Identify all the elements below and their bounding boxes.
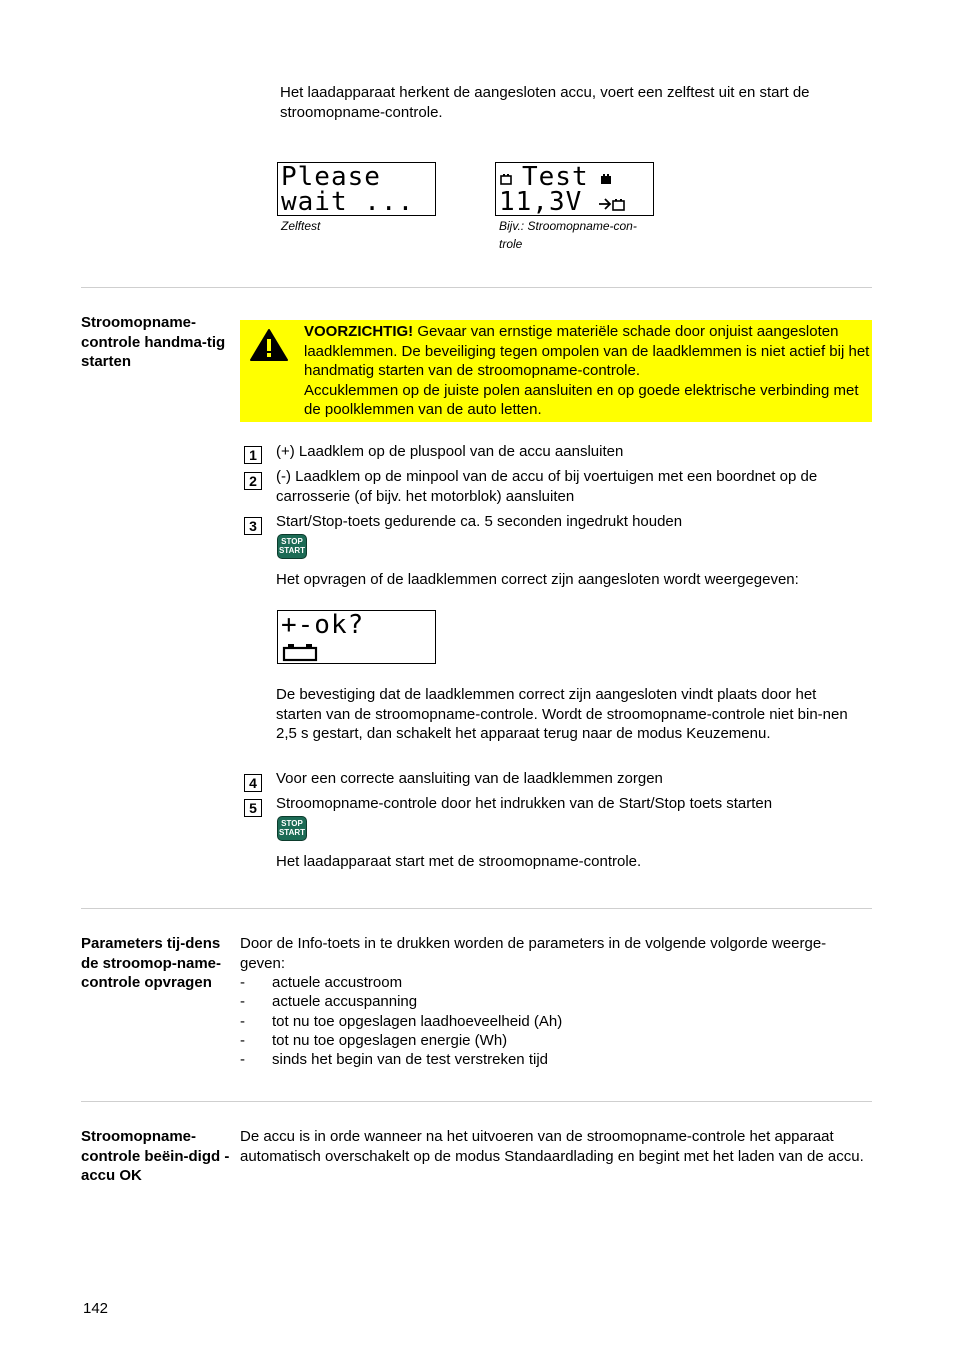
step-text: Stroomopname-controle door het indrukken van de Start/Stop toets starten <box>276 795 773 812</box>
step-number: 4 <box>244 774 262 792</box>
section-text: De accu is in orde wanneer na het uitvoeren van de stroomopname-controle het apparaat automatisch overschakelt op de modus Standaardlading en begint met het laden van de accu. <box>240 1128 864 1165</box>
lcd-line: Please <box>281 162 381 192</box>
start-stop-button-icon <box>277 534 307 559</box>
lcd-polarity <box>277 610 436 664</box>
lcd-line: 11,3V <box>499 187 583 217</box>
section-heading: Stroomopname-controle beëin-digd - accu OK <box>81 1128 230 1184</box>
warning-instruction: Accuklemmen op de juiste polen aansluiten en op goede elektrische verbinding met de poolklemmen van de auto letten. <box>304 381 859 418</box>
warning-triangle-icon <box>249 328 289 362</box>
confirm-text: De bevestiging dat de laadklemmen correct zijn aangesloten vindt plaats door het starten van de stroomopname-controle. Wordt de stroomopname-controle niet bin-nen 2,5 s gestart, dan schakelt het apparaat terug naar de modus Keuzemenu. <box>276 686 848 742</box>
divider <box>81 908 872 909</box>
start-label: START <box>278 546 306 555</box>
list-item-text: actuele accuspanning <box>272 993 418 1010</box>
lcd-line: wait ... <box>281 187 415 217</box>
step-number: 2 <box>244 472 262 490</box>
lcd-line: Test <box>522 162 589 192</box>
start-label: START <box>278 828 306 837</box>
lcd-line: +-ok? <box>281 610 365 640</box>
divider <box>81 287 872 288</box>
battery-filled-icon <box>600 173 612 185</box>
divider <box>81 1101 872 1102</box>
warning-box <box>240 320 872 422</box>
stop-label: STOP <box>281 819 303 828</box>
warning-label: VOORZICHTIG! <box>304 323 414 340</box>
step-text: Voor een correcte aansluiting van de laadklemmen zorgen <box>276 770 663 787</box>
step-text: (+) Laadklem op de pluspool van de accu aansluiten <box>276 443 624 460</box>
page-number: 142 <box>83 1300 109 1317</box>
lcd-caption: Zelftest <box>281 219 321 233</box>
section-text: Door de Info-toets in te drukken worden de parameters in de volgende volgorde weerge-geven: <box>240 935 827 972</box>
list-item-text: tot nu toe opgeslagen laadhoeveelheid (Ah) <box>272 1013 563 1030</box>
arrow-to-battery-icon <box>598 196 626 212</box>
stop-label: STOP <box>281 537 303 546</box>
section-heading: Parameters tij-dens de stroomop-name-controle opvragen <box>81 935 222 991</box>
lcd-selftest <box>277 162 436 216</box>
warning-text <box>304 322 872 420</box>
step-text: (-) Laadklem op de minpool van de accu of bij voertuigen met een boordnet op de carrosserie (of bijv. het motorblok) aansluiten <box>276 468 818 505</box>
lcd-current-test <box>495 162 654 216</box>
warning-body: Gevaar van ernstige materiële schade door onjuist aangesloten laadklemmen. De beveiliging tegen ompolen van de laadklemmen is niet actief bij het handmatig starten van de stroomopname-controle. <box>304 323 870 379</box>
query-text: Het opvragen of de laadklemmen correct zijn aangesloten wordt weergegeven: <box>276 571 799 588</box>
section-heading: Stroomopname-controle handma-tig starten <box>81 314 226 370</box>
list-item-text: actuele accustroom <box>272 974 403 991</box>
list-item-text: tot nu toe opgeslagen energie (Wh) <box>272 1032 508 1049</box>
step-number: 1 <box>244 446 262 464</box>
start-stop-button-icon <box>277 816 307 841</box>
battery-outline-icon <box>500 173 512 185</box>
step-text: Start/Stop-toets gedurende ca. 5 seconden ingedrukt houden <box>276 513 683 530</box>
lcd-caption: Bijv.: Stroomopname-con-trole <box>499 219 637 251</box>
step-number: 3 <box>244 517 262 535</box>
intro-text: Het laadapparaat herkent de aangesloten accu, voert een zelftest uit en start de stroomopname-controle. <box>280 84 810 121</box>
list-item-text: sinds het begin van de test verstreken tijd <box>272 1051 548 1068</box>
battery-outline-icon <box>282 642 318 662</box>
step-number: 5 <box>244 799 262 817</box>
result-text: Het laadapparaat start met de stroomopname-controle. <box>276 853 642 870</box>
